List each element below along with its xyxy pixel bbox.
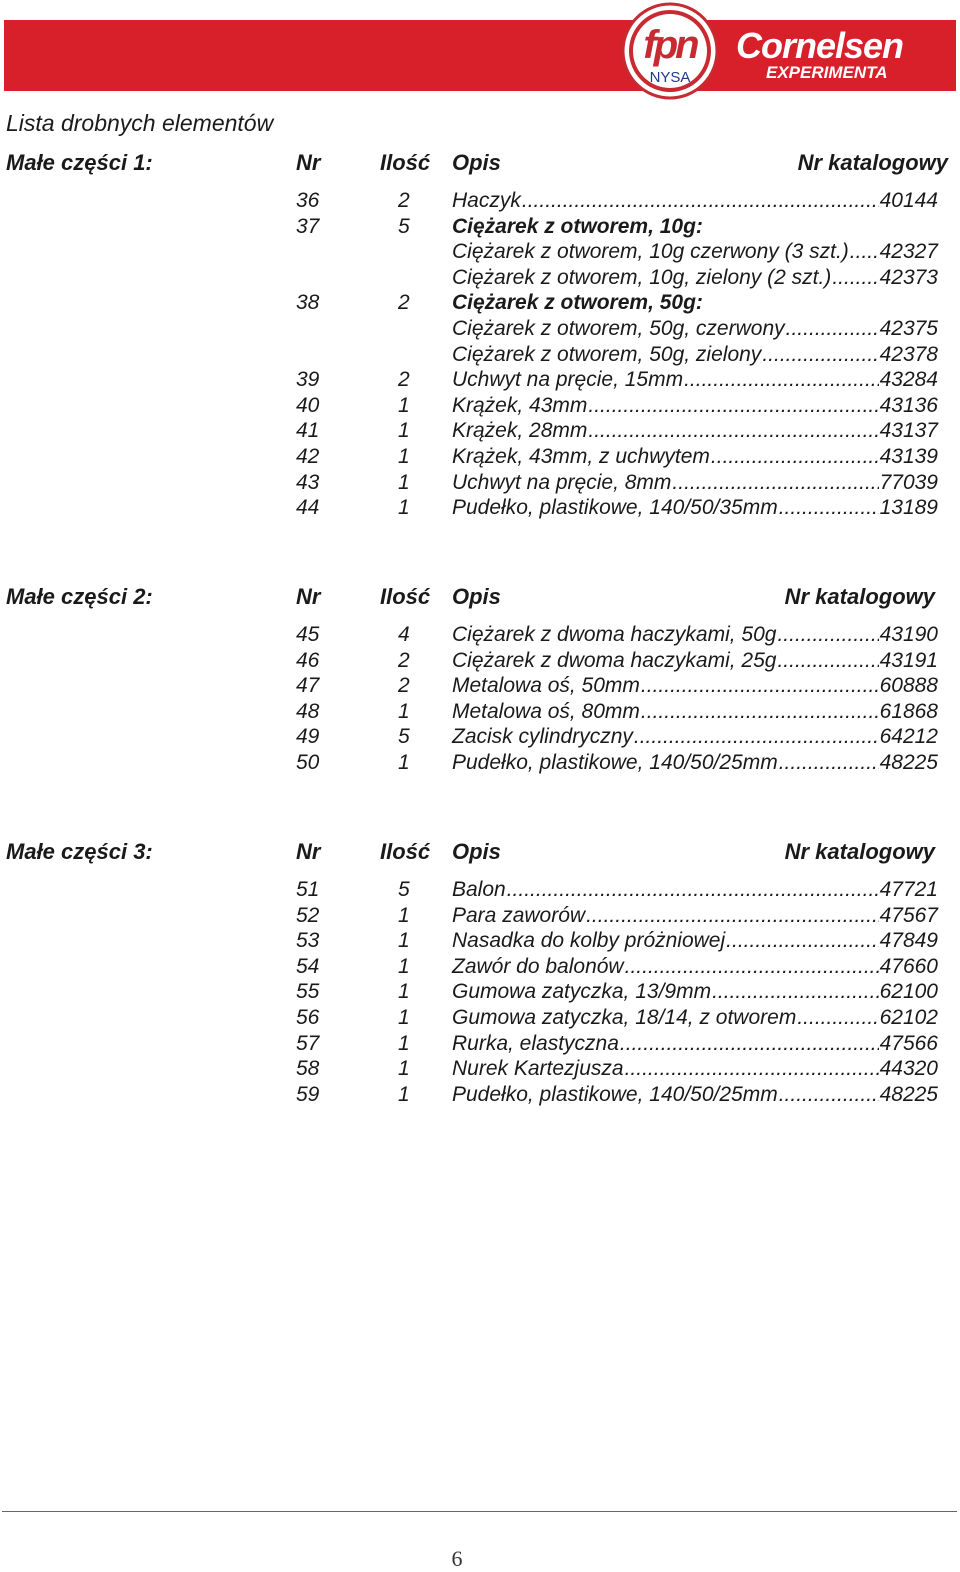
- part-number: 52: [296, 903, 320, 927]
- part-description: Krążek, 43mm: [452, 393, 588, 417]
- part-number: 56: [296, 1005, 320, 1029]
- dot-leader: [588, 418, 878, 444]
- parts-list: [0, 622, 960, 776]
- parts-row: [0, 928, 960, 954]
- part-description: Nasadka do kolby próżniowej: [452, 929, 726, 953]
- dot-leader: [522, 188, 879, 214]
- dot-leader: [712, 979, 879, 1005]
- part-number: 37: [296, 214, 320, 238]
- dot-leader: [620, 1031, 879, 1057]
- dot-leader: [507, 877, 879, 903]
- logo-nysa-text: NYSA: [649, 69, 691, 86]
- part-description: Ciężarek z otworem, 10g:: [452, 214, 703, 238]
- dot-leader: [762, 342, 878, 368]
- part-quantity: 2: [398, 189, 410, 212]
- svg-text:fpn: fpn: [643, 23, 697, 67]
- parts-row: [0, 495, 960, 521]
- dot-leader: [641, 673, 879, 699]
- catalog-number: 64212: [879, 725, 938, 749]
- parts-row: [0, 342, 960, 368]
- dot-leader: [786, 316, 879, 342]
- catalog-number: 62100: [879, 980, 938, 1004]
- catalog-number: 43139: [879, 444, 938, 468]
- catalog-number: 47566: [879, 1031, 938, 1055]
- parts-row: [0, 265, 960, 291]
- parts-row: [0, 903, 960, 929]
- dot-leader: [711, 444, 879, 470]
- part-description-line: [452, 239, 938, 265]
- part-description-line: [452, 214, 938, 240]
- dot-leader: [625, 1056, 879, 1082]
- part-quantity: 1: [398, 1082, 410, 1106]
- parts-row: [0, 418, 960, 444]
- parts-row: [0, 877, 960, 903]
- dot-leader: [588, 393, 878, 419]
- part-description: Ciężarek z otworem, 50g, czerwony: [452, 316, 785, 340]
- part-quantity: 1: [398, 980, 410, 1004]
- part-quantity: 1: [398, 444, 410, 468]
- catalog-number: 77039: [879, 470, 938, 494]
- part-quantity: 1: [398, 750, 410, 774]
- dot-leader: [634, 724, 879, 750]
- dot-leader: [779, 750, 879, 776]
- column-header-catalog: Nr katalogowy: [797, 150, 948, 175]
- catalog-number: 42375: [879, 316, 938, 340]
- parts-row: [0, 648, 960, 674]
- part-description-line: [452, 495, 938, 521]
- part-quantity: 5: [398, 214, 410, 238]
- catalog-number: 42373: [879, 265, 938, 289]
- part-description-line: [452, 188, 938, 214]
- part-description: Metalowa oś, 80mm: [452, 699, 640, 723]
- part-number: 51: [296, 878, 320, 901]
- part-description-line: [452, 954, 938, 980]
- part-description-line: [452, 724, 938, 750]
- part-quantity: 1: [398, 929, 410, 953]
- part-number: 58: [296, 1057, 320, 1081]
- column-header-nr: Nr: [296, 839, 321, 864]
- part-description-line: [452, 1031, 938, 1057]
- part-number: 45: [296, 623, 320, 646]
- part-description-line: [452, 928, 938, 954]
- column-header-desc: Opis: [452, 150, 501, 175]
- parts-row: [0, 622, 960, 648]
- part-description-line: [452, 750, 938, 776]
- parts-row: [0, 750, 960, 776]
- part-quantity: 1: [398, 419, 410, 443]
- dot-leader: [797, 1005, 878, 1031]
- logo-brand-sub: EXPERIMENTA: [766, 63, 888, 82]
- part-description-line: [452, 1082, 938, 1108]
- part-description-line: [452, 393, 938, 419]
- column-header-nr: Nr: [296, 150, 321, 175]
- dot-leader: [672, 470, 878, 496]
- part-description-line: [452, 342, 938, 368]
- page-number: 6: [451, 1546, 463, 1571]
- logo-brand-name: Cornelsen: [736, 25, 904, 66]
- parts-row: [0, 979, 960, 1005]
- parts-row: [0, 673, 960, 699]
- part-description-line: [452, 699, 938, 725]
- part-number: 54: [296, 954, 320, 978]
- part-description: Metalowa oś, 50mm: [452, 674, 640, 698]
- part-description: Balon: [452, 878, 506, 901]
- catalog-number: 62102: [879, 1005, 938, 1029]
- part-description-line: [452, 316, 938, 342]
- part-number: 39: [296, 368, 320, 392]
- part-description: Ciężarek z otworem, 50g, zielony: [452, 342, 762, 366]
- dot-leader: [625, 954, 879, 980]
- dot-leader: [586, 903, 879, 929]
- part-number: 36: [296, 189, 320, 212]
- column-header-catalog: Nr katalogowy: [784, 584, 935, 609]
- parts-row: [0, 1031, 960, 1057]
- column-header-desc: Opis: [452, 584, 501, 609]
- parts-row: [0, 393, 960, 419]
- catalog-number: 43137: [879, 419, 938, 443]
- parts-row: [0, 1005, 960, 1031]
- part-number: 50: [296, 750, 320, 774]
- parts-row: [0, 1082, 960, 1108]
- catalog-number: 47660: [879, 954, 938, 978]
- part-description: Rurka, elastyczna: [452, 1031, 619, 1055]
- section-header: [0, 584, 960, 612]
- dot-leader: [779, 1082, 879, 1108]
- parts-row: [0, 239, 960, 265]
- catalog-number: 42378: [879, 342, 938, 366]
- column-header-qty: Ilość: [380, 584, 431, 609]
- part-description-line: [452, 1005, 938, 1031]
- parts-row: [0, 470, 960, 496]
- part-description: Pudełko, plastikowe, 140/50/25mm: [452, 750, 778, 774]
- section-header: [0, 839, 960, 867]
- part-quantity: 1: [398, 496, 410, 520]
- part-description-line: [452, 877, 938, 903]
- part-description: Ciężarek z otworem, 10g, zielony (2 szt.): [452, 265, 832, 289]
- column-header-qty: Ilość: [380, 839, 431, 864]
- parts-row: [0, 699, 960, 725]
- part-description-line: [452, 648, 938, 674]
- catalog-number: 43136: [879, 393, 938, 417]
- section-label: Małe części 2:: [6, 584, 153, 609]
- part-description-line: [452, 1056, 938, 1082]
- section-label: Małe części 3:: [6, 839, 153, 864]
- part-description: Gumowa zatyczka, 18/14, z otworem: [452, 1005, 797, 1029]
- parts-row: [0, 316, 960, 342]
- part-quantity: 2: [398, 291, 410, 315]
- catalog-number: 60888: [879, 674, 938, 698]
- dot-leader: [779, 495, 879, 521]
- part-description: Pudełko, plastikowe, 140/50/25mm: [452, 1082, 778, 1106]
- part-description-line: [452, 418, 938, 444]
- part-quantity: 1: [398, 903, 410, 927]
- part-description-line: [452, 903, 938, 929]
- dot-leader: [832, 265, 878, 291]
- part-quantity: 1: [398, 1057, 410, 1081]
- catalog-number: 48225: [879, 1082, 938, 1106]
- part-quantity: 1: [398, 393, 410, 417]
- fpn-nysa-logo: [621, 2, 719, 100]
- part-number: 42: [296, 444, 320, 468]
- part-description-line: [452, 470, 938, 496]
- part-number: 49: [296, 725, 320, 749]
- catalog-number: 47721: [879, 878, 938, 901]
- part-description-line: [452, 367, 938, 393]
- parts-row: [0, 367, 960, 393]
- column-header-desc: Opis: [452, 839, 501, 864]
- dot-leader: [777, 622, 878, 648]
- part-quantity: 2: [398, 674, 410, 698]
- part-number: 53: [296, 929, 320, 953]
- page-title: Lista drobnych elementów: [6, 110, 274, 136]
- parts-row: [0, 290, 960, 316]
- catalog-number: 61868: [879, 699, 938, 723]
- part-quantity: 2: [398, 368, 410, 392]
- footer-divider: [2, 1511, 957, 1512]
- column-header-catalog: Nr katalogowy: [784, 839, 935, 864]
- parts-row: [0, 214, 960, 240]
- parts-row: [0, 188, 960, 214]
- cornelsen-logo: [736, 25, 926, 84]
- catalog-number: 40144: [879, 189, 938, 212]
- part-quantity: 5: [398, 878, 410, 901]
- part-number: 47: [296, 674, 320, 698]
- part-quantity: 1: [398, 699, 410, 723]
- part-description-line: [452, 265, 938, 291]
- part-number: 46: [296, 648, 320, 672]
- part-description: Nurek Kartezjusza: [452, 1057, 624, 1081]
- catalog-number: 13189: [879, 496, 938, 520]
- catalog-number: 47567: [879, 903, 938, 927]
- part-description: Ciężarek z otworem, 10g czerwony (3 szt.): [452, 240, 849, 264]
- part-description-line: [452, 979, 938, 1005]
- part-quantity: 2: [398, 648, 410, 672]
- part-description: Ciężarek z dwoma haczykami, 25g: [452, 648, 777, 672]
- part-quantity: 1: [398, 1031, 410, 1055]
- part-number: 41: [296, 419, 320, 443]
- part-description: Uchwyt na pręcie, 8mm: [452, 470, 672, 494]
- section-label: Małe części 1:: [6, 150, 153, 175]
- dot-leader: [641, 699, 879, 725]
- part-description-line: [452, 673, 938, 699]
- part-description: Krążek, 43mm, z uchwytem: [452, 444, 710, 468]
- catalog-number: 43190: [879, 623, 938, 646]
- part-description-line: [452, 290, 938, 316]
- parts-list: [0, 877, 960, 1107]
- part-description: Ciężarek z dwoma haczykami, 50g: [452, 623, 777, 646]
- part-description: Zacisk cylindryczny: [452, 725, 633, 749]
- parts-row: [0, 954, 960, 980]
- part-description-line: [452, 622, 938, 648]
- part-description: Para zaworów: [452, 903, 586, 927]
- part-description: Pudełko, plastikowe, 140/50/35mm: [452, 496, 778, 520]
- section-header: [0, 150, 960, 178]
- parts-row: [0, 1056, 960, 1082]
- part-quantity: 1: [398, 470, 410, 494]
- column-header-qty: Ilość: [380, 150, 431, 175]
- part-quantity: 1: [398, 954, 410, 978]
- part-description: Gumowa zatyczka, 13/9mm: [452, 980, 712, 1004]
- part-description: Haczyk: [452, 189, 521, 212]
- dot-leader: [850, 239, 879, 265]
- part-number: 59: [296, 1082, 320, 1106]
- catalog-number: 47849: [879, 929, 938, 953]
- part-number: 57: [296, 1031, 320, 1055]
- part-description-line: [452, 444, 938, 470]
- part-description: Krążek, 28mm: [452, 419, 588, 443]
- part-description: Zawór do balonów: [452, 954, 624, 978]
- parts-row: [0, 724, 960, 750]
- catalog-number: 44320: [879, 1057, 938, 1081]
- catalog-number: 42327: [879, 240, 938, 264]
- column-header-nr: Nr: [296, 584, 321, 609]
- part-number: 43: [296, 470, 320, 494]
- part-number: 38: [296, 291, 320, 315]
- part-description: Uchwyt na pręcie, 15mm: [452, 368, 684, 392]
- part-number: 40: [296, 393, 320, 417]
- dot-leader: [777, 648, 878, 674]
- parts-row: [0, 444, 960, 470]
- part-quantity: 1: [398, 1005, 410, 1029]
- dot-leader: [726, 928, 878, 954]
- catalog-number: 43191: [879, 648, 938, 672]
- part-quantity: 4: [398, 623, 410, 646]
- dot-leader: [684, 367, 879, 393]
- part-quantity: 5: [398, 725, 410, 749]
- parts-list: [0, 188, 960, 521]
- part-number: 44: [296, 496, 320, 520]
- part-number: 55: [296, 980, 320, 1004]
- catalog-number: 43284: [879, 368, 938, 392]
- catalog-number: 48225: [879, 750, 938, 774]
- part-number: 48: [296, 699, 320, 723]
- part-description: Ciężarek z otworem, 50g:: [452, 291, 703, 315]
